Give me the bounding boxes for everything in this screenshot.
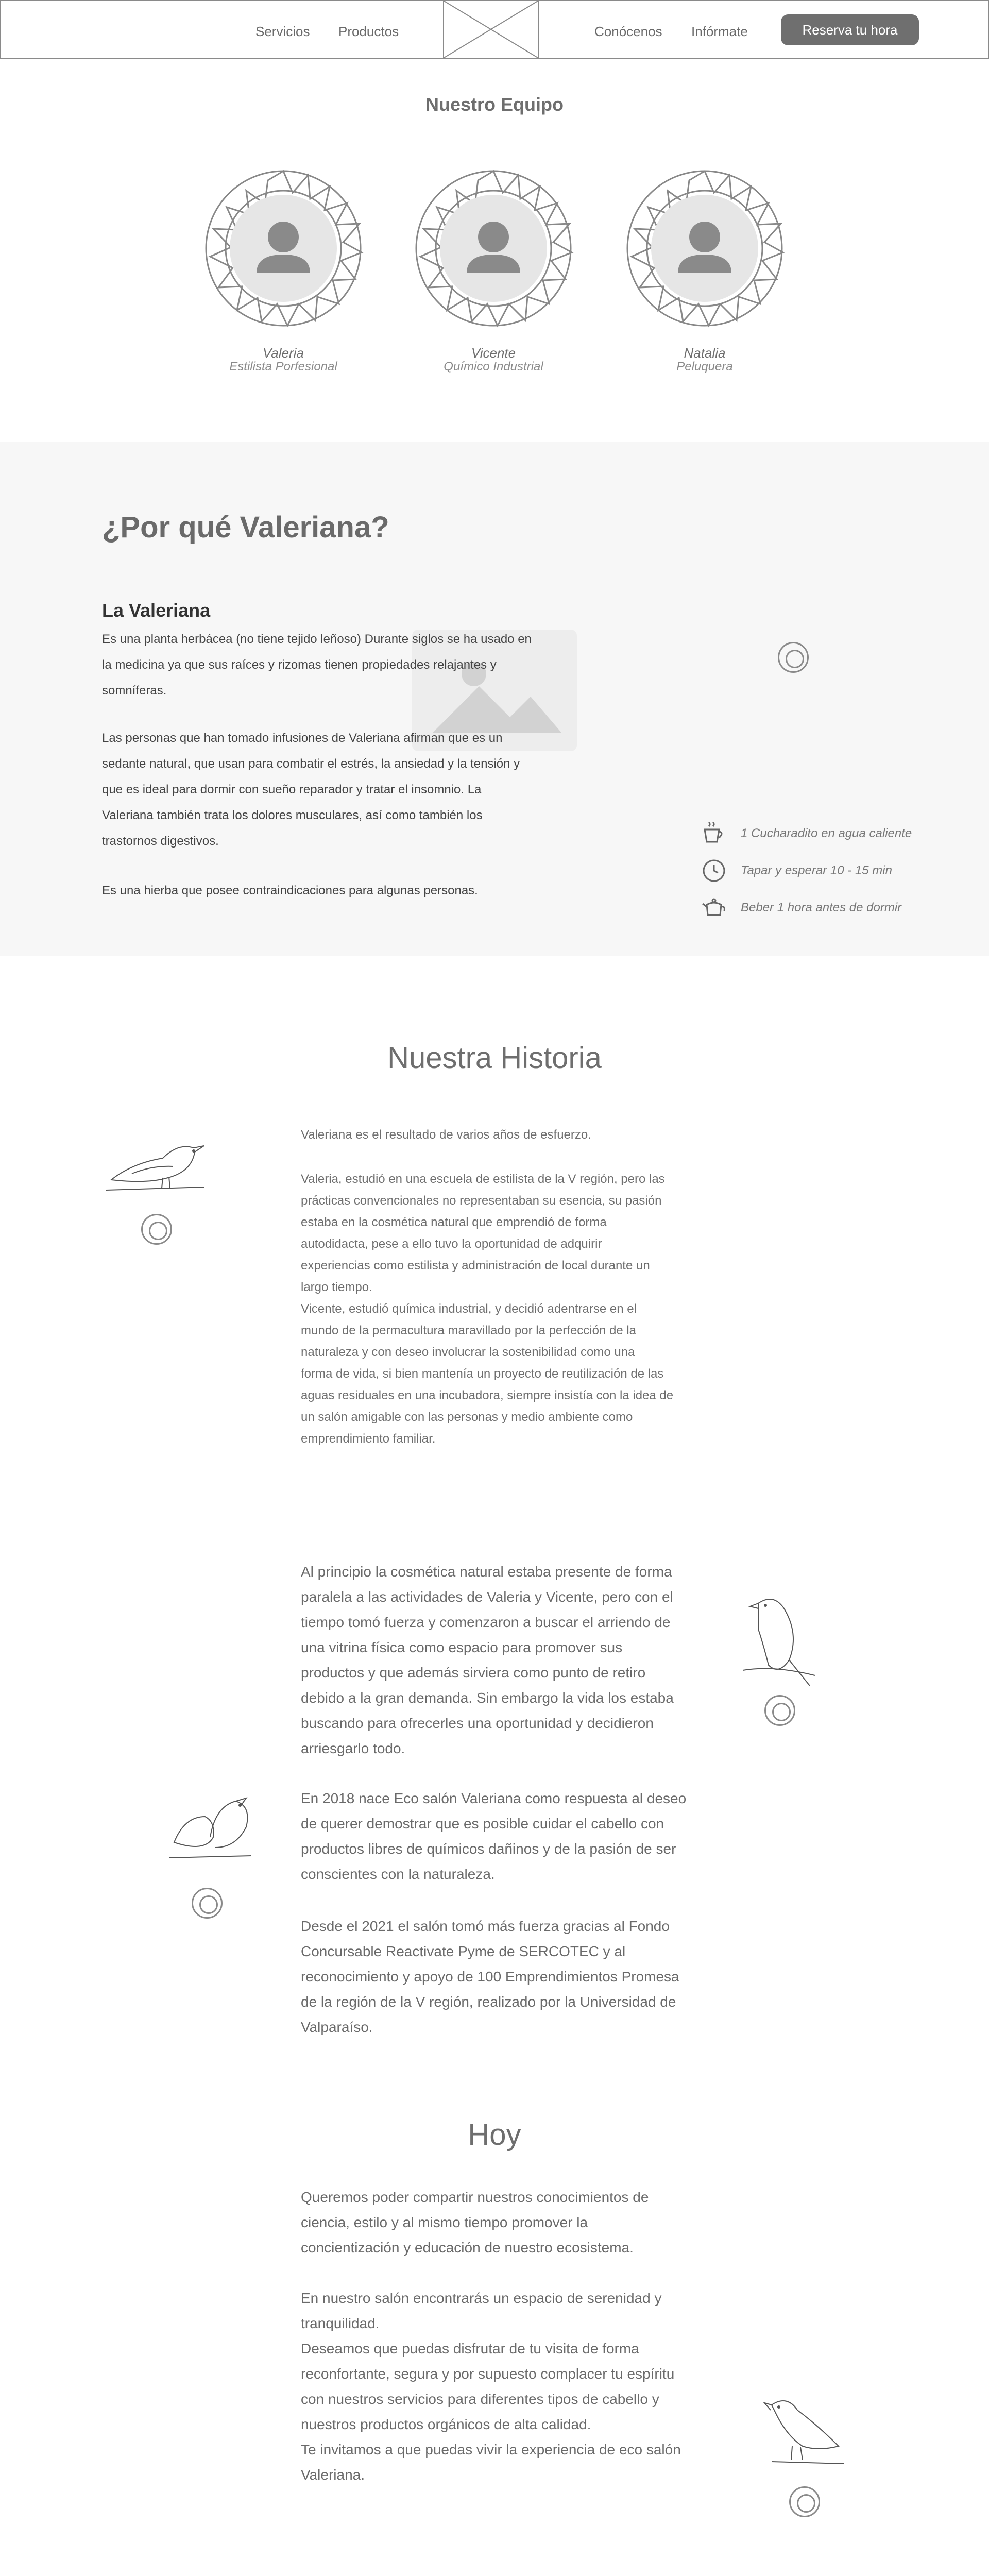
team-member-avatar-vicente[interactable] <box>411 166 576 331</box>
text-line: experiencias como estilista y administración de local durante un <box>301 1259 650 1273</box>
text-line: conscientes con la naturaleza. <box>301 1866 495 1882</box>
nav-link-servicios[interactable]: Servicios <box>255 24 310 39</box>
bird-illustration <box>738 1588 820 1691</box>
text-line: Valeria, estudió en una escuela de estilista de la V región, pero las <box>301 1172 665 1186</box>
perched-bird-icon <box>738 1588 820 1691</box>
history-paragraph-2 <box>301 1559 692 1761</box>
text-line: aguas residuales en una incubadora, siempre insistía con la idea de <box>301 1388 674 1402</box>
reserve-button[interactable]: Reserva tu hora <box>781 14 919 45</box>
text-line: emprendimiento familiar. <box>301 1432 436 1446</box>
text-line: concientización y educación de nuestro ecosistema. <box>301 2240 634 2256</box>
text-line: En nuestro salón encontrarás un espacio de serenidad y <box>301 2290 662 2306</box>
team-member-name: Natalia <box>684 345 726 361</box>
clock-icon-svg <box>702 858 726 883</box>
text-line: forma de vida, si bien mantenía un proyecto de reutilización de las <box>301 1367 664 1381</box>
today-title: Hoy <box>468 2118 521 2151</box>
history-paragraph-4 <box>301 1913 692 2040</box>
text-line: tranquilidad. <box>301 2315 380 2331</box>
text-line: En 2018 nace Eco salón Valeriana como respuesta al deseo <box>301 1790 687 1806</box>
flower-avatar-icon <box>411 166 576 331</box>
team-member-role: Peluquera <box>676 360 733 374</box>
bird-icon <box>101 1122 214 1199</box>
text-line: Es una planta herbácea (no tiene tejido leñoso) Durante siglos se ha usado en <box>102 632 532 646</box>
bird-illustration <box>761 2389 849 2472</box>
text-line: Las personas que han tomado infusiones de Valeriana afirman que es un <box>102 731 503 745</box>
today-paragraph-2 <box>301 2285 692 2487</box>
text-line: productos libres de químicos dañinos y de la pasión de ser <box>301 1841 676 1857</box>
text-line: productos y que además sirviera como punto de retiro <box>301 1665 646 1681</box>
flower-ring-icon <box>789 2486 820 2517</box>
team-member-name: Vicente <box>471 345 516 361</box>
text-line: nuestros productos orgánicos de alta calidad. <box>301 2416 591 2432</box>
nav-link-productos[interactable]: Productos <box>338 24 399 39</box>
text-line: Queremos poder compartir nuestros conocimientos de <box>301 2189 649 2205</box>
text-line: que es ideal para dormir con sueño reparador y tratar el insomnio. La <box>102 783 482 796</box>
clock-icon <box>702 858 726 883</box>
text-line: estaba en la cosmética natural que emprendió de forma <box>301 1215 607 1229</box>
text-line: paralela a las actividades de Valeria y Vicente, pero con el <box>301 1589 673 1605</box>
team-member-name: Valeria <box>263 345 304 361</box>
text-line: prácticas convencionales no representaban su esencia, su pasión <box>301 1194 662 1208</box>
text-line: Valeriana también trata los dolores musculares, así como también los <box>102 808 483 822</box>
flower-avatar-icon <box>201 166 366 331</box>
text-line: con nuestros servicios para diferentes tipos de cabello y <box>301 2391 659 2407</box>
text-line: Desde el 2021 el salón tomó más fuerza gracias al Fondo <box>301 1918 670 1934</box>
text-line: reconfortante, segura y por supuesto complacer tu espíritu <box>301 2366 675 2382</box>
nav-link-conocenos[interactable]: Conócenos <box>594 24 662 39</box>
text-line: buscando para ofrecerles una oportunidad y decidieron <box>301 1715 654 1731</box>
teapot-icon-svg <box>702 894 726 919</box>
why-paragraph-1 <box>102 626 555 704</box>
text-line: arriesgarlo todo. <box>301 1740 405 1756</box>
text-line: Al principio la cosmética natural estaba presente de forma <box>301 1564 672 1580</box>
tip-text: Beber 1 hora antes de dormir <box>741 901 902 914</box>
why-paragraph-2 <box>102 725 555 854</box>
team-title: Nuestro Equipo <box>425 94 564 115</box>
why-paragraph-3: Es una hierba que posee contraindicaciones para algunas personas. <box>102 884 478 897</box>
text-line: debido a la gran demanda. Sin embargo la vida los estaba <box>301 1690 674 1706</box>
flower-ring-icon <box>764 1695 795 1726</box>
text-line: Valparaíso. <box>301 2019 373 2035</box>
logo-placeholder[interactable] <box>443 1 539 58</box>
flower-ring-icon <box>192 1888 223 1919</box>
team-member-avatar-natalia[interactable] <box>622 166 787 331</box>
text-line: una vitrina física como espacio para promover sus <box>301 1639 623 1655</box>
team-member-avatar-valeria[interactable] <box>201 166 366 331</box>
flower-ring-icon <box>141 1214 172 1245</box>
cup-icon-svg <box>702 821 726 846</box>
today-paragraph-1 <box>301 2184 692 2260</box>
bird-illustration <box>164 1786 257 1868</box>
text-line: trastornos digestivos. <box>102 834 219 848</box>
text-line: ciencia, estilo y al mismo tiempo promover la <box>301 2214 588 2230</box>
top-nav <box>0 0 989 59</box>
bird-icon <box>761 2389 849 2472</box>
history-paragraph-3 <box>301 1786 692 1887</box>
text-line: reconocimiento y apoyo de 100 Emprendimientos Promesa <box>301 1969 679 1985</box>
why-subtitle: La Valeriana <box>102 600 211 621</box>
tip-text: 1 Cucharadito en agua caliente <box>741 826 912 840</box>
text-line: largo tiempo. <box>301 1280 372 1294</box>
bird-pair-icon <box>164 1786 257 1868</box>
text-line: Concursable Reactivate Pyme de SERCOTEC y al <box>301 1943 626 1959</box>
text-line: Deseamos que puedas disfrutar de tu visita de forma <box>301 2341 639 2357</box>
text-line: Te invitamos a que puedas vivir la experiencia de eco salón <box>301 2442 681 2458</box>
text-line: Valeriana. <box>301 2467 365 2483</box>
bird-illustration <box>101 1122 214 1199</box>
text-line: la medicina ya que sus raíces y rizomas tienen propiedades relajantes y <box>102 658 497 672</box>
text-line: un salón amigable con las personas y medio ambiente como <box>301 1410 633 1424</box>
text-line: autodidacta, pese a ello tuvo la oportunidad de adquirir <box>301 1237 602 1251</box>
team-member-role: Químico Industrial <box>444 360 543 374</box>
text-line: Vicente, estudió química industrial, y decidió adentrarse en el <box>301 1302 637 1316</box>
text-line: de querer demostrar que es posible cuidar el cabello con <box>301 1816 664 1832</box>
history-paragraph-1 <box>301 1168 692 1450</box>
why-title: ¿Por qué Valeriana? <box>102 511 389 544</box>
logo-image-icon <box>444 1 538 58</box>
flower-avatar-icon <box>622 166 787 331</box>
tip-text: Tapar y esperar 10 - 15 min <box>741 863 892 877</box>
history-title: Nuestra Historia <box>387 1041 602 1075</box>
team-member-role: Estilista Porfesional <box>229 360 337 374</box>
text-line: mundo de la permacultura maravillado por la perfección de la <box>301 1324 637 1337</box>
cup-icon <box>702 821 726 846</box>
text-line: naturaleza y con deseo involucrar la sostenibilidad como una <box>301 1345 635 1359</box>
text-line: tiempo tomó fuerza y comenzaron a buscar el arriendo de <box>301 1614 671 1630</box>
flower-ring-icon <box>778 642 809 673</box>
history-intro: Valeriana es el resultado de varios años de esfuerzo. <box>301 1128 591 1142</box>
text-line: de la región de la V región, realizado por la Universidad de <box>301 1994 676 2010</box>
text-line: sedante natural, que usan para combatir el estrés, la ansiedad y la tensión y <box>102 757 520 771</box>
teapot-icon <box>702 894 726 919</box>
nav-link-informate[interactable]: Infórmate <box>691 24 748 39</box>
text-line: somníferas. <box>102 684 167 698</box>
